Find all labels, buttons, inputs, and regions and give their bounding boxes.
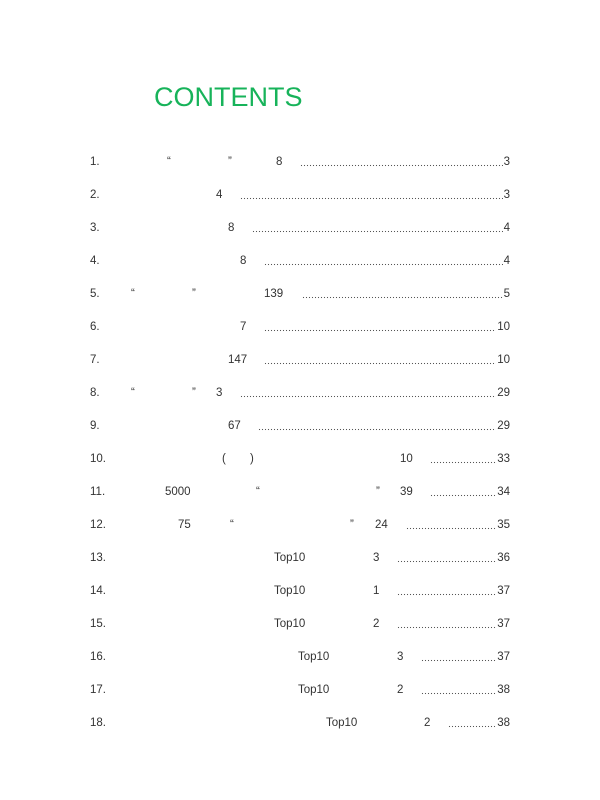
entry-number: 3.: [90, 222, 100, 234]
dot-leader: [406, 517, 510, 533]
dot-leader: [430, 484, 510, 500]
entry-title-fragment: “: [256, 486, 260, 498]
entry-number: 14.: [90, 585, 106, 597]
entry-title-fragment: 3: [216, 387, 223, 399]
leader-dots: [240, 190, 503, 200]
entry-number: 5.: [90, 288, 100, 300]
entry-title-fragment: Top10: [298, 684, 330, 696]
leader-dots: [302, 289, 503, 299]
leader-dots: [448, 718, 496, 728]
page-number: 38: [497, 684, 510, 696]
entry-title-fragment: 39: [400, 486, 413, 498]
page-number: 38: [497, 717, 510, 729]
page-number: 5: [503, 288, 510, 300]
entry-number: 8.: [90, 387, 100, 399]
page-number: 3: [503, 156, 510, 168]
toc-entry[interactable]: [0, 220, 600, 236]
entry-number: 7.: [90, 354, 100, 366]
leader-dots: [421, 685, 496, 695]
entry-number: 17.: [90, 684, 106, 696]
toc-entry[interactable]: [0, 583, 600, 599]
toc-entry[interactable]: [0, 352, 600, 368]
entry-title-fragment: 4: [216, 189, 223, 201]
entry-title-fragment: 7: [240, 321, 247, 333]
toc-entry[interactable]: [0, 253, 600, 269]
page-number: 10: [497, 354, 510, 366]
page-number: 37: [497, 585, 510, 597]
entry-title-fragment: ”: [192, 387, 196, 399]
entry-title-fragment: ”: [350, 519, 354, 531]
entry-title-fragment: 2: [373, 618, 380, 630]
page-number: 35: [497, 519, 510, 531]
toc-entry[interactable]: [0, 286, 600, 302]
page-number: 33: [497, 453, 510, 465]
dot-leader: [300, 154, 510, 170]
entry-title-fragment: 24: [375, 519, 388, 531]
page-number: 29: [497, 387, 510, 399]
toc-entry[interactable]: [0, 715, 600, 731]
page-number: 10: [497, 321, 510, 333]
entry-title-fragment: 8: [240, 255, 247, 267]
entry-number: 12.: [90, 519, 106, 531]
toc-entry[interactable]: [0, 550, 600, 566]
leader-dots: [300, 157, 503, 167]
entry-title-fragment: “: [131, 288, 135, 300]
dot-leader: [252, 220, 510, 236]
entry-number: 15.: [90, 618, 106, 630]
leader-dots: [430, 454, 496, 464]
page-number: 4: [503, 255, 510, 267]
entry-number: 18.: [90, 717, 106, 729]
dot-leader: [421, 649, 510, 665]
page-title: CONTENTS: [154, 82, 303, 112]
entry-title-fragment: “: [131, 387, 135, 399]
toc-entry[interactable]: [0, 418, 600, 434]
entry-title-fragment: 75: [178, 519, 191, 531]
entry-title-fragment: (: [222, 453, 226, 465]
entry-title-fragment: ”: [192, 288, 196, 300]
entry-number: 9.: [90, 420, 100, 432]
dot-leader: [264, 319, 510, 335]
entry-title-fragment: “: [167, 156, 171, 168]
page-number: 37: [497, 618, 510, 630]
toc-entry[interactable]: [0, 682, 600, 698]
entry-title-fragment: Top10: [274, 552, 306, 564]
leader-dots: [397, 586, 496, 596]
page-number: 4: [503, 222, 510, 234]
entry-number: 10.: [90, 453, 106, 465]
entry-title-fragment: ): [250, 453, 254, 465]
dot-leader: [240, 187, 510, 203]
leader-dots: [264, 355, 496, 365]
leader-dots: [406, 520, 496, 530]
entry-title-fragment: 1: [373, 585, 380, 597]
toc-entry[interactable]: [0, 319, 600, 335]
toc-entry[interactable]: [0, 154, 600, 170]
entry-number: 6.: [90, 321, 100, 333]
entry-number: 16.: [90, 651, 106, 663]
toc-entry[interactable]: [0, 451, 600, 467]
dot-leader: [448, 715, 510, 731]
leader-dots: [397, 619, 496, 629]
dot-leader: [240, 385, 510, 401]
entry-title-fragment: Top10: [274, 618, 306, 630]
dot-leader: [397, 550, 510, 566]
entry-title-fragment: 2: [424, 717, 431, 729]
leader-dots: [252, 223, 503, 233]
leader-dots: [240, 388, 496, 398]
dot-leader: [264, 253, 510, 269]
dot-leader: [430, 451, 510, 467]
leader-dots: [421, 652, 496, 662]
entry-title-fragment: ”: [228, 156, 232, 168]
dot-leader: [421, 682, 510, 698]
dot-leader: [397, 616, 510, 632]
entry-title-fragment: 8: [276, 156, 283, 168]
entry-title-fragment: 147: [228, 354, 248, 366]
entry-title-fragment: 5000: [165, 486, 191, 498]
page-number: 29: [497, 420, 510, 432]
leader-dots: [397, 553, 496, 563]
entry-title-fragment: 8: [228, 222, 235, 234]
entry-title-fragment: 67: [228, 420, 241, 432]
entry-number: 13.: [90, 552, 106, 564]
entry-title-fragment: Top10: [298, 651, 330, 663]
entry-title-fragment: 3: [373, 552, 380, 564]
entry-number: 2.: [90, 189, 100, 201]
dot-leader: [397, 583, 510, 599]
entry-title-fragment: ”: [376, 486, 380, 498]
toc-entry[interactable]: [0, 484, 600, 500]
page-number: 34: [497, 486, 510, 498]
dot-leader: [302, 286, 510, 302]
dot-leader: [264, 352, 510, 368]
entry-title-fragment: Top10: [326, 717, 358, 729]
entry-number: 4.: [90, 255, 100, 267]
toc-entry[interactable]: [0, 517, 600, 533]
leader-dots: [430, 487, 496, 497]
leader-dots: [258, 421, 496, 431]
toc-entry[interactable]: [0, 385, 600, 401]
entry-title-fragment: Top10: [274, 585, 306, 597]
page-number: 36: [497, 552, 510, 564]
leader-dots: [264, 322, 496, 332]
dot-leader: [258, 418, 510, 434]
page-number: 3: [503, 189, 510, 201]
entry-number: 11.: [90, 486, 106, 498]
page-number: 37: [497, 651, 510, 663]
toc-entry[interactable]: [0, 616, 600, 632]
entry-title-fragment: 139: [264, 288, 284, 300]
entry-title-fragment: 10: [400, 453, 413, 465]
entry-title-fragment: 3: [397, 651, 404, 663]
leader-dots: [264, 256, 503, 266]
toc-entry[interactable]: [0, 187, 600, 203]
toc-entry[interactable]: [0, 649, 600, 665]
entry-number: 1.: [90, 156, 100, 168]
entry-title-fragment: “: [230, 519, 234, 531]
entry-title-fragment: 2: [397, 684, 404, 696]
